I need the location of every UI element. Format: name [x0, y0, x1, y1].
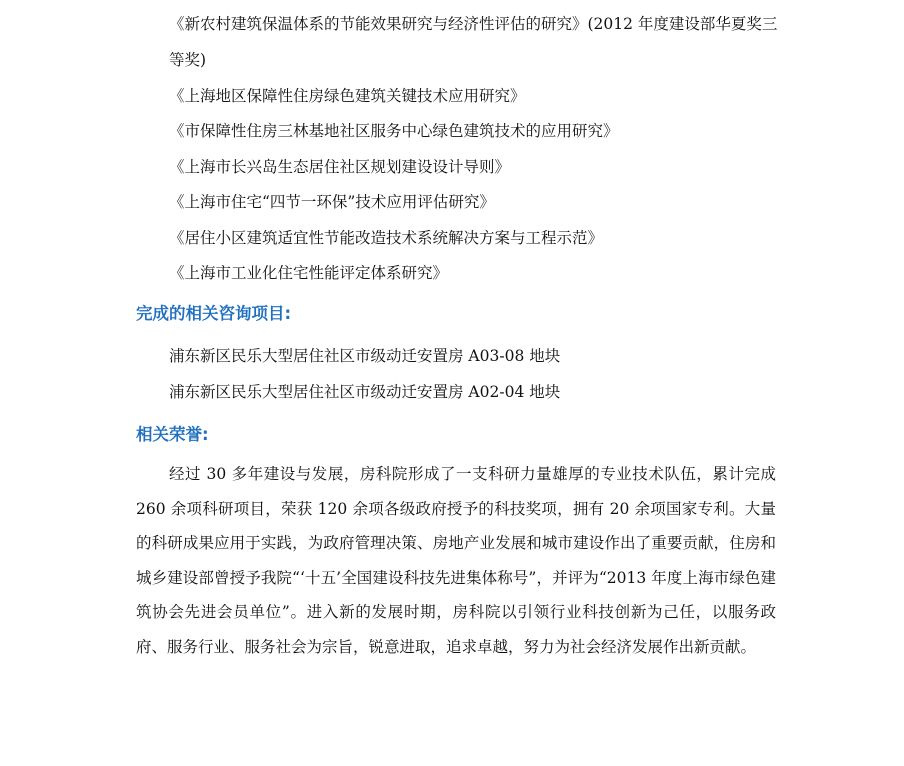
research-project-item: 《上海市长兴岛生态居住社区规划建设设计导则》	[169, 158, 511, 176]
research-project-item: 《上海地区保障性住房绿色建筑关键技术应用研究》	[169, 87, 526, 105]
consulting-heading: 完成的相关咨询项目:	[136, 304, 292, 323]
honors-heading: 相关荣誉:	[136, 425, 209, 444]
consulting-item: 浦东新区民乐大型居住社区市级动迁安置房 A03-08 地块	[169, 347, 561, 365]
research-project-item: 《市保障性住房三林基地社区服务中心绿色建筑技术的应用研究》	[169, 122, 619, 140]
research-project-item: 《上海市工业化住宅性能评定体系研究》	[169, 264, 449, 282]
consulting-item: 浦东新区民乐大型居住社区市级动迁安置房 A02-04 地块	[169, 383, 561, 401]
honors-paragraph: 经过 30 多年建设与发展，房科院形成了一支科研力量雄厚的专业技术队伍，累计完成 260 余项科研项目，荣获 120 余项各级政府授予的科技奖项，拥有 20 余项国家专利。大量的科研成果应用于实践，为政府管理决策、房地产业发展和城市建设作出了重要贡献，住房和城乡建设部曾授予我院“‘十五’全国建设科技先进集体称号”，并评为“2013 年度上海市绿色建筑协会先进会员单位”。进入新的发展时期，房科院以引领行业科技创新为己任，以服务政府、服务行业、服务社会为宗旨，锐意进取，追求卓越，努力为社会经济发展作出新贡献。	[136, 465, 776, 656]
research-project-item: 《居住小区建筑适宜性节能改造技术系统解决方案与工程示范》	[169, 229, 604, 247]
research-project-item: 《新农村建筑保温体系的节能效果研究与经济性评估的研究》(2012 年度建设部华夏奖三等奖)	[169, 15, 778, 69]
research-project-item: 《上海市住宅“四节一环保”技术应用评估研究》	[169, 193, 495, 211]
